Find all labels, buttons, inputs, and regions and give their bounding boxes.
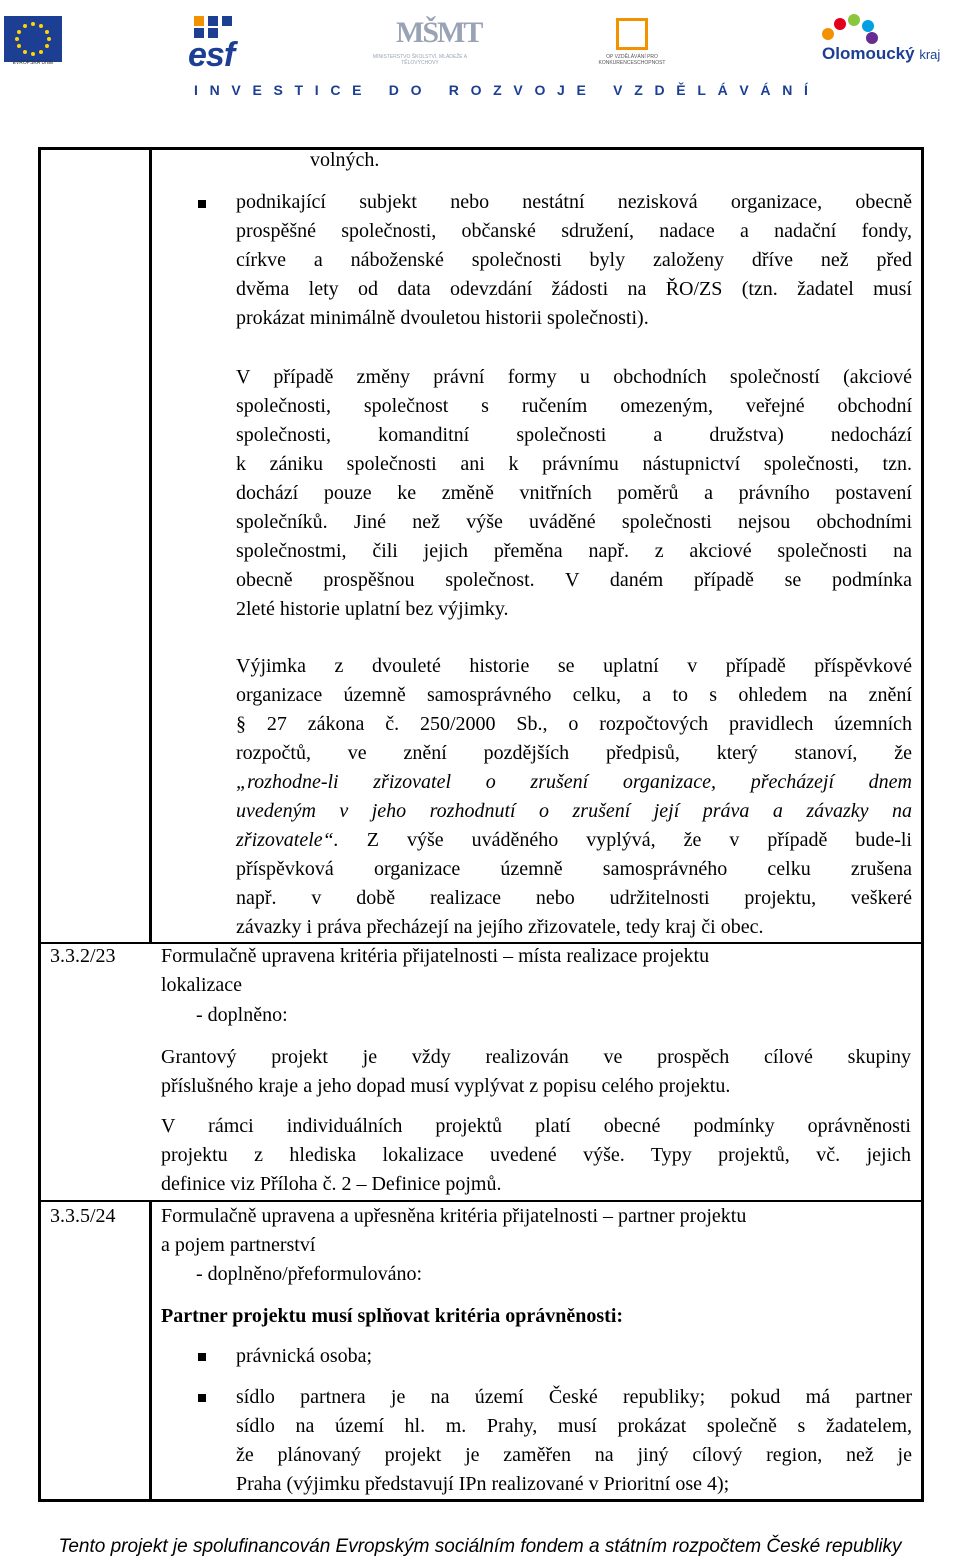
msmt-caption: MINISTERSTVO ŠKOLSTVÍ, MLÁDEŽE A TĚLOVÝCHOVY — [372, 54, 468, 66]
paragraph: Grantový projekt je vždy realizován ve prospěch cílové skupiny příslušného kraje a jeho dopad musí vyplývat z popisu celého projektu. — [161, 1046, 911, 1097]
bullet-square-icon — [198, 1353, 206, 1361]
bullet-text: právnická osoba; — [236, 1345, 373, 1367]
text-line: volných. — [310, 149, 380, 171]
row-heading: Formulačně upravena kritéria přijatelnosti – místa realizace projektu lokalizace — [161, 945, 710, 996]
bold-heading: Partner projektu musí splňovat kritéria oprávněnosti: — [161, 1305, 624, 1327]
column-divider — [149, 1202, 152, 1502]
olomoucky-kraj-logo: Olomoucký kraj — [822, 44, 941, 63]
esf-label: esf — [188, 36, 235, 74]
bullet-square-icon — [198, 200, 206, 208]
paragraph: Výjimka z dvouleté historie se uplatní v případě příspěvkové organizace územně samosprávného celku, a to s ohledem na znění § 27 zákona č. 250/2000 Sb., o rozpočtových pravidlech územních rozpočtů, ve znění pozdějších předpisů, který stanoví, že „rozhodne-li zřizovatel o zrušení organizace, přecházejí dnem uvedeným v jeho rozhodnutí o zrušení její práva a závazky na zřizovatele“. Z výše uváděného vyplývá, že v případě bude-li příspěvková organizace územně samosprávného celku zrušena např. v době realizace nebo udržitelnosti projektu, veškeré závazky i práva přecházejí na jejího zřizovatele, tedy kraj či obec. — [236, 655, 912, 938]
bullet-paragraph: sídlo partnera je na území České republiky; pokud má partner sídlo na území hl. m. Prahy, musí prokázat společně s žadatelem, že plánovaný projekt je zaměřen na jiný cílový region, než je Praha (výjimku představují IPn realizované v Prioritní ose 4); — [236, 1386, 912, 1495]
status-line: - doplněno/přeformulováno: — [196, 1263, 423, 1285]
eu-flag-logo — [4, 16, 62, 62]
footer-note: Tento projekt je spolufinancován Evropským sociálním fondem a státním rozpočtem České republiky — [58, 1536, 902, 1557]
msmt-logo: MŠMT — [396, 16, 482, 49]
tagline: INVESTICE DO ROZVOJE VZDĚLÁVÁNÍ — [194, 82, 820, 98]
column-divider — [149, 147, 152, 944]
bullet-square-icon — [198, 1394, 206, 1402]
row-id: 3.3.5/24 — [50, 1205, 116, 1227]
op-caption: OP VZDĚLÁVÁNÍ PRO KONKURENCESCHOPNOST — [598, 54, 666, 66]
status-line: - doplněno: — [196, 1004, 288, 1026]
olomoucky-kraj-flower-icon — [820, 14, 880, 48]
paragraph: V případě změny právní formy u obchodních společností (akciové společnosti, společnost s ručením omezeným, veřejné obchodní společnosti, komanditní společnosti a družstva) nedochází k zániku společnosti ani k právnímu nástupnictví společnosti, tzn. dochází pouze ke změně vnitřních poměrů a právního postavení společníků. Jiné než výše uváděné společnosti nejsou obchodními společnostmi, čili jejich přeměna např. z akciové společnosti na obecně prospěšnou společnost. V daném případě se podmínka 2leté historie uplatní bez výjimky. — [236, 366, 912, 620]
bullet-paragraph: podnikající subjekt nebo nestátní nezisková organizace, obecně prospěšné společnosti, občanské sdružení, nadace a nadační fondy, církve a náboženské společnosti byly založeny dříve než před dvěma lety od data odevzdání žádosti na ŘO/ZS (tzn. žadatel musí prokázat minimálně dvouletou historii společnosti). — [236, 191, 912, 329]
row-heading: Formulačně upravena a upřesněna kritéria přijatelnosti – partner projektu a pojem partnerství — [161, 1205, 747, 1256]
row-id: 3.3.2/23 — [50, 945, 116, 967]
paragraph: V rámci individuálních projektů platí obecné podmínky oprávněnosti projektu z hlediska lokalizace uvedené výše. Typy projektů, vč. jejich definice viz Příloha č. 2 – Definice pojmů. — [161, 1115, 911, 1195]
op-logo-icon — [616, 18, 648, 50]
eu-caption: EVROPSKÁ UNIE — [12, 60, 54, 66]
